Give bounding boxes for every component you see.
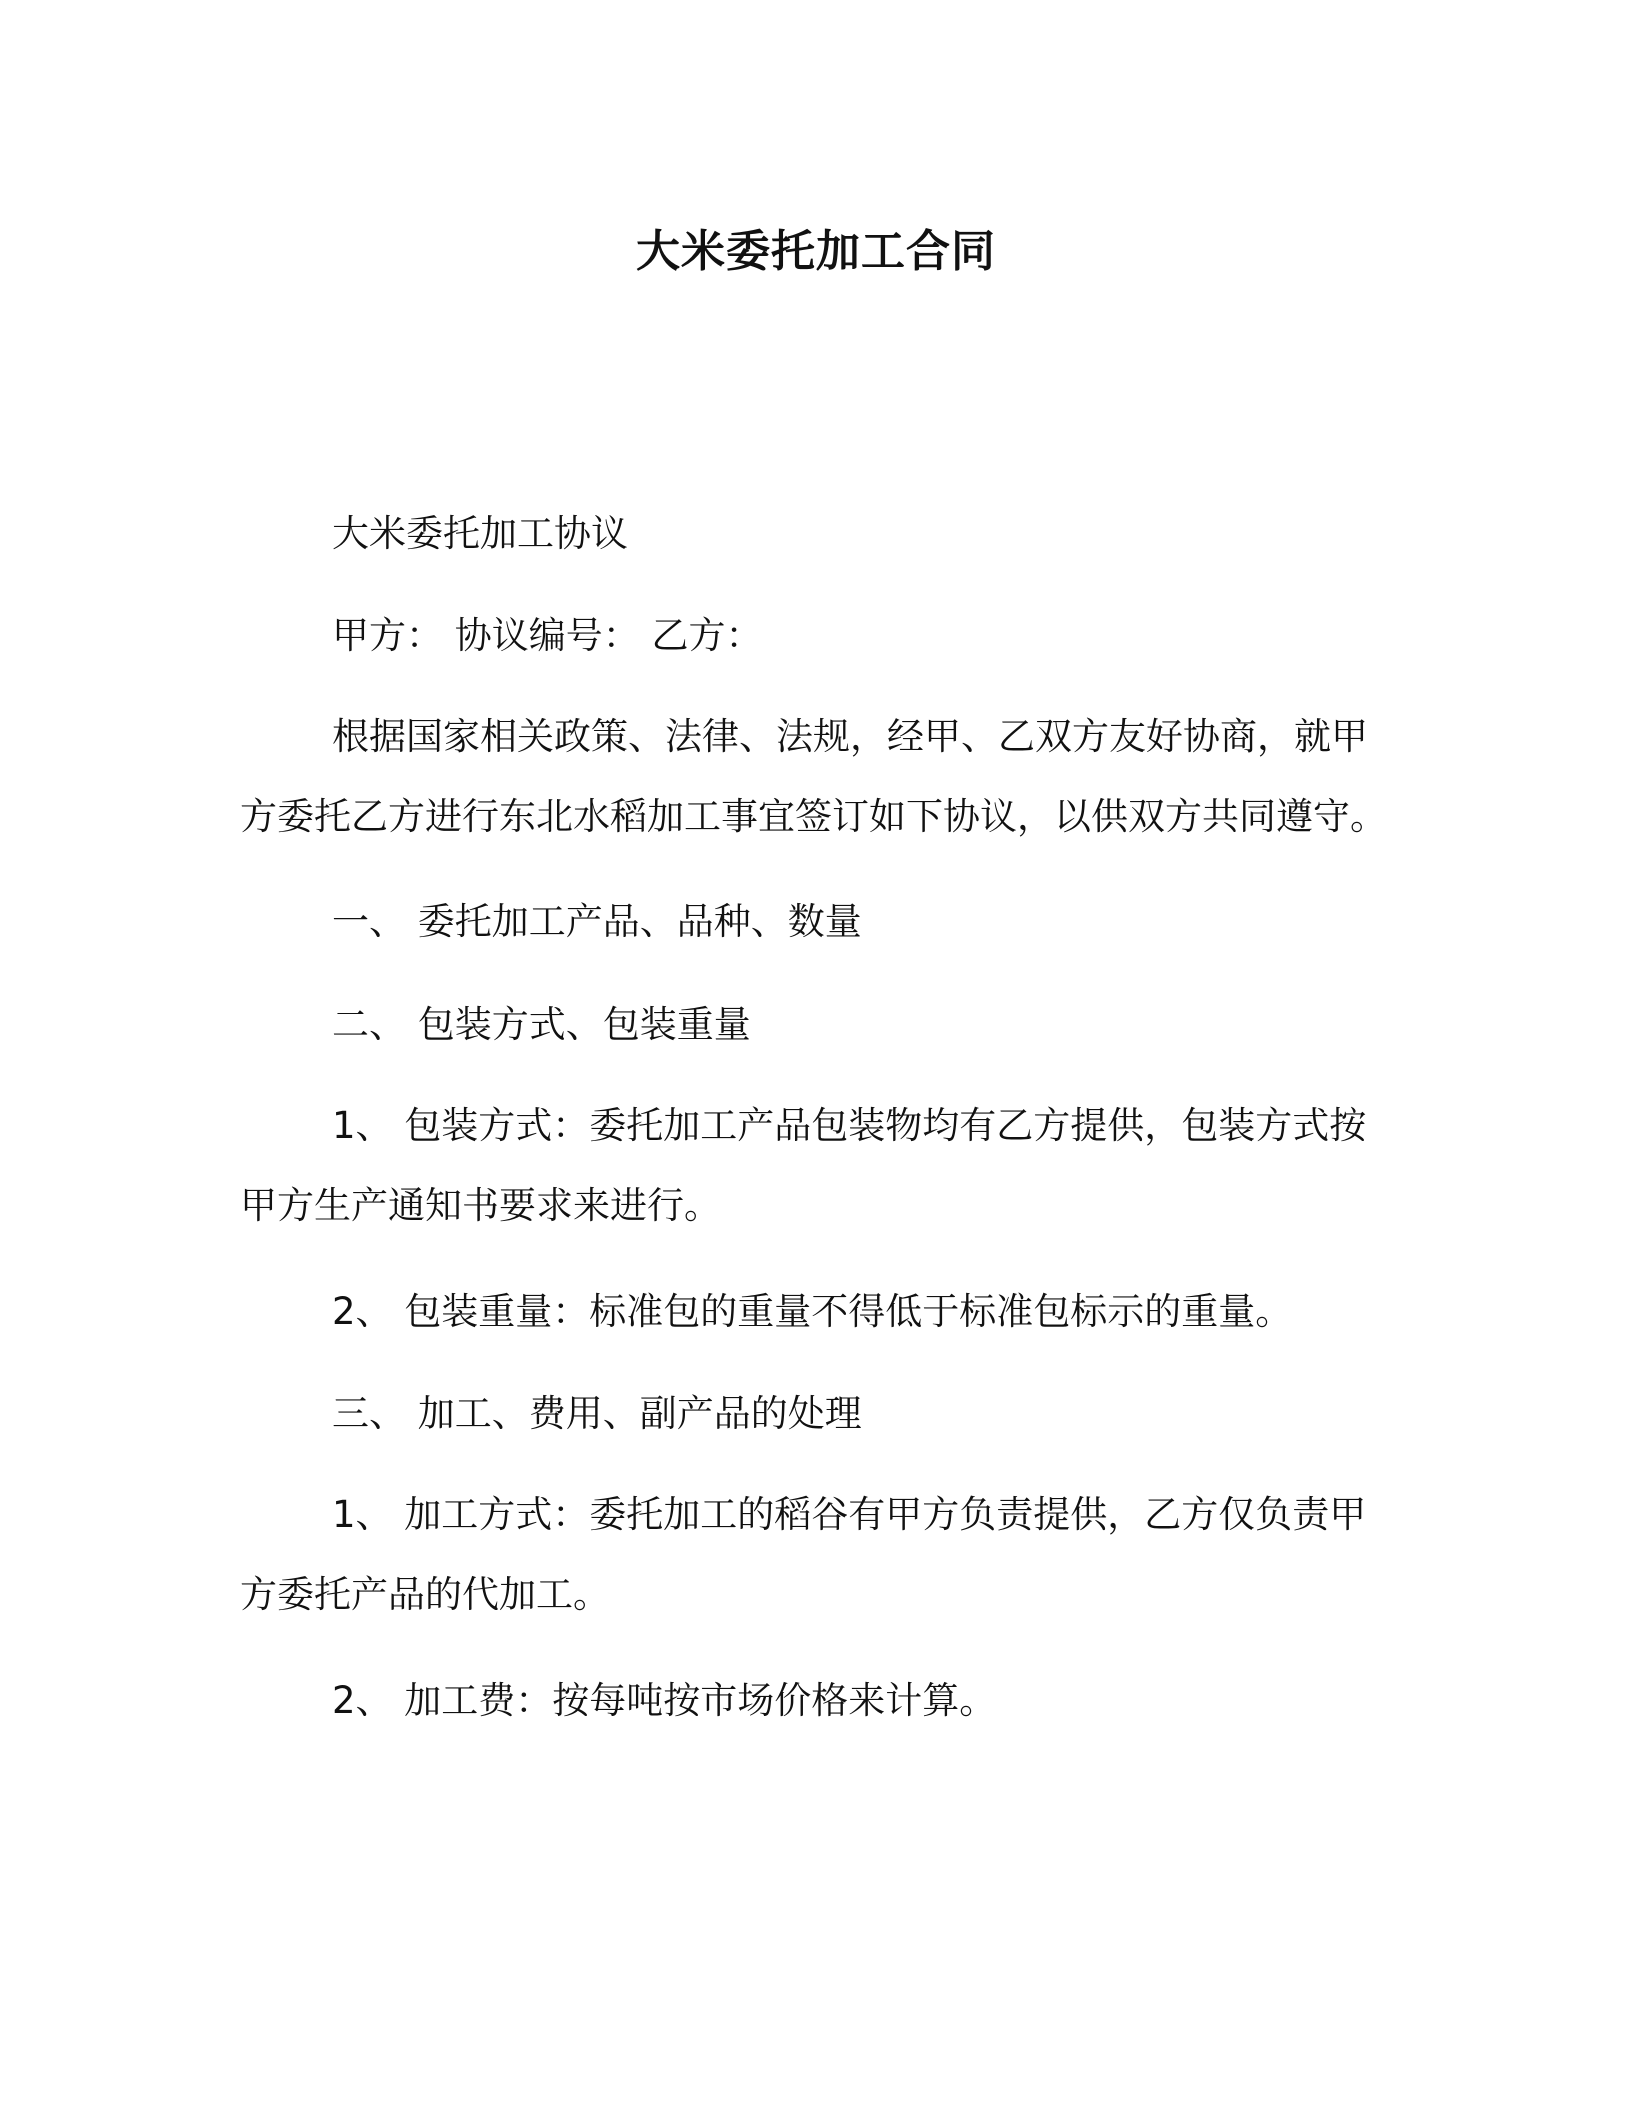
parties-line: [240, 596, 1400, 676]
paragraph-line: 方委托乙方进行东北水稻加工事宜签订如下协议，以供双方共同遵守。: [240, 795, 1387, 838]
section-heading: [240, 1374, 1400, 1454]
paragraph-line: 二、 包装方式、包装重量: [332, 1003, 751, 1046]
preamble-paragraph: [240, 697, 1400, 857]
clause-paragraph: [240, 1086, 1400, 1246]
paragraph-line: 2、 加工费：按每吨按市场价格来计算。: [332, 1679, 997, 1722]
paragraph-line: 方委托产品的代加工。: [240, 1573, 610, 1616]
document-title: 大米委托加工合同: [636, 226, 996, 277]
paragraph-line: 2、 包装重量：标准包的重量不得低于标准包标示的重量。: [332, 1290, 1293, 1333]
paragraph-line: 甲方生产通知书要求来进行。: [240, 1184, 721, 1227]
paragraph-line: 大米委托加工协议: [332, 512, 628, 555]
clause-paragraph: [240, 1475, 1400, 1635]
paragraph-line: 三、 加工、费用、副产品的处理: [332, 1392, 862, 1435]
clause-paragraph: [240, 1272, 1400, 1352]
clause-paragraph: [240, 1661, 1400, 1741]
paragraph-line: 1、 加工方式：委托加工的稻谷有甲方负责提供，乙方仅负责甲: [332, 1493, 1367, 1536]
paragraph-line: 一、 委托加工产品、品种、数量: [332, 900, 862, 943]
agreement-subtitle: [240, 494, 1400, 574]
section-heading: [240, 985, 1400, 1065]
section-heading: [240, 882, 1400, 962]
paragraph-line: 甲方： 协议编号： 乙方：: [332, 614, 763, 657]
paragraph-line: 根据国家相关政策、法律、法规，经甲、乙双方友好协商，就甲: [332, 715, 1368, 758]
paragraph-line: 1、 包装方式：委托加工产品包装物均有乙方提供，包装方式按: [332, 1104, 1367, 1147]
